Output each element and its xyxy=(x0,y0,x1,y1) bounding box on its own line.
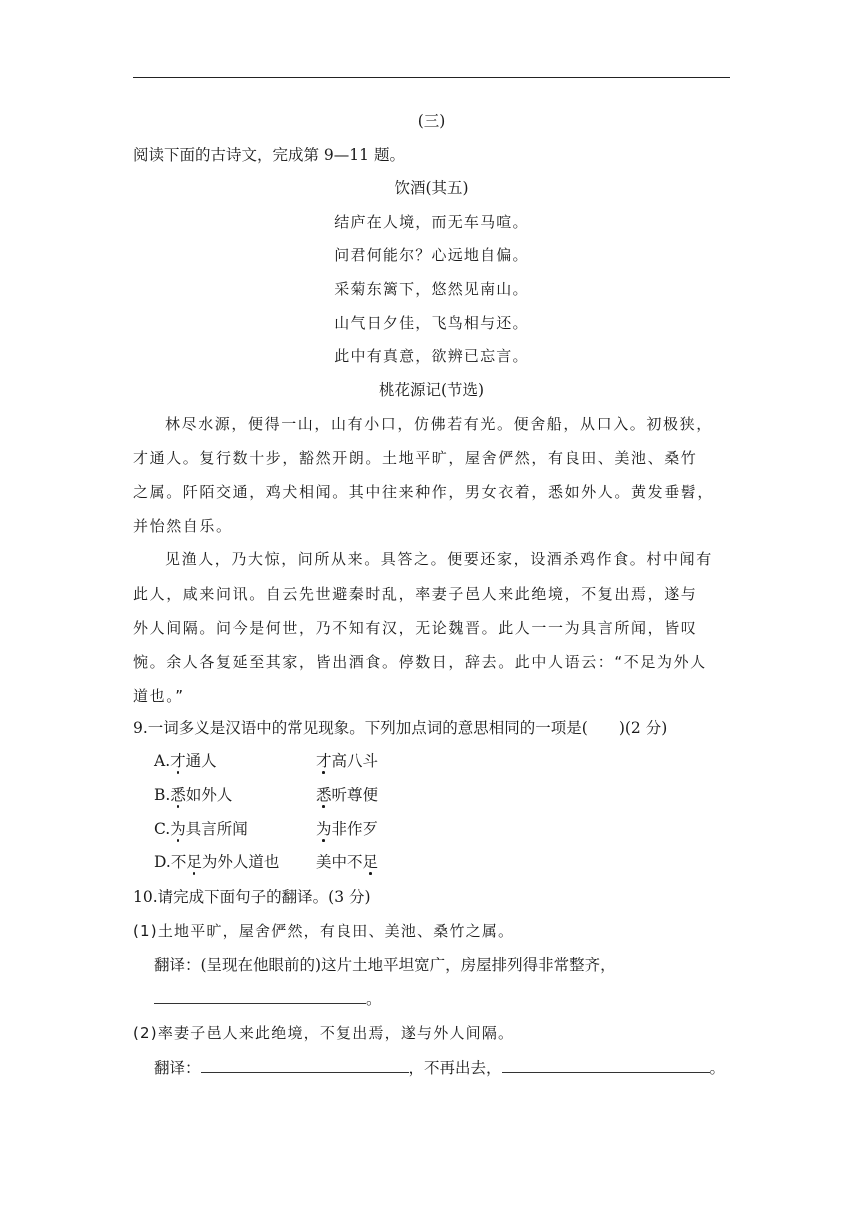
prose-line: 见渔人，乃大惊，问所从来。具答之。便要还家，设酒杀鸡作食。村中闻有 xyxy=(165,550,713,568)
prose-line: 才通人。复行数十步，豁然开朗。土地平旷，屋舍俨然，有良田、美池、桑竹 xyxy=(133,449,698,467)
dot-mark: 悉 xyxy=(170,786,186,804)
dot-mark: 为 xyxy=(316,820,332,838)
answer-blank[interactable] xyxy=(154,989,366,1004)
prose-line: 此人，咸来问讯。自云先世避秦时乱，率妻子邑人来此绝境，不复出焉，遂与 xyxy=(133,585,698,603)
prose-line: 惋。余人各复延至其家，皆出酒食。停数日，辞去。此中人语云：“不足为外人 xyxy=(133,653,707,671)
poem-line: 山气日夕佳，飞鸟相与还。 xyxy=(334,314,529,332)
q10-sentence-2: (2)率妻子邑人来此绝境，不复出焉，遂与外人间隔。 xyxy=(133,1024,515,1042)
dot-mark: 才 xyxy=(316,752,332,770)
dot-mark: 才 xyxy=(170,752,186,770)
dot-mark: 为 xyxy=(170,820,186,838)
answer-blank[interactable] xyxy=(502,1058,710,1073)
q10-stem: 10.请完成下面句子的翻译。(3 分) xyxy=(133,888,371,906)
section-title: (三) xyxy=(417,112,446,130)
poem-line: 此中有真意，欲辨已忘言。 xyxy=(334,347,529,365)
q10-sentence-1: (1)土地平旷，屋舍俨然，有良田、美池、桑竹之属。 xyxy=(133,922,515,940)
prose-line: 之属。阡陌交通，鸡犬相闻。其中往来种作，男女衣着，悉如外人。黄发垂髫， xyxy=(133,483,715,501)
q10-answer-line-2: 翻译： ，不再出去， 。 xyxy=(154,1059,726,1077)
q10-answer-line-1: 。 xyxy=(154,989,382,1009)
q9-stem: 9.一词多义是汉语中的常见现象。下列加点词的意思相同的一项是( )(2 分) xyxy=(133,719,668,737)
prose-title: 桃花源记(节选) xyxy=(378,381,485,399)
poem-line: 问君何能尔？心远地自偏。 xyxy=(334,246,529,264)
dot-mark: 足 xyxy=(362,853,379,871)
prose-line: 外人间隔。问今是何世，乃不知有汉，无论魏晋。此人一一为具言所闻，皆叹 xyxy=(133,619,698,637)
prose-line: 林尽水源，便得一山，山有小口，仿佛若有光。便舍船，从口入。初极狭， xyxy=(165,415,713,433)
poem-line: 结庐在人境，而无车马喧。 xyxy=(334,213,529,231)
header-rule xyxy=(133,77,730,78)
instruction: 阅读下面的古诗文，完成第 9—11 题。 xyxy=(133,146,405,164)
dot-mark: 悉 xyxy=(316,786,332,804)
prose-line: 并怡然自乐。 xyxy=(133,517,233,535)
poem-title: 饮酒(其五) xyxy=(394,179,469,197)
dot-mark: 足 xyxy=(186,853,202,871)
poem-line: 采菊东篱下，悠然见南山。 xyxy=(334,280,529,298)
prose-line: 道也。” xyxy=(133,687,185,705)
answer-blank[interactable] xyxy=(201,1058,409,1073)
q10-translation-1: 翻译：(呈现在他眼前的)这片土地平坦宽广，房屋排列得非常整齐， xyxy=(154,956,616,974)
